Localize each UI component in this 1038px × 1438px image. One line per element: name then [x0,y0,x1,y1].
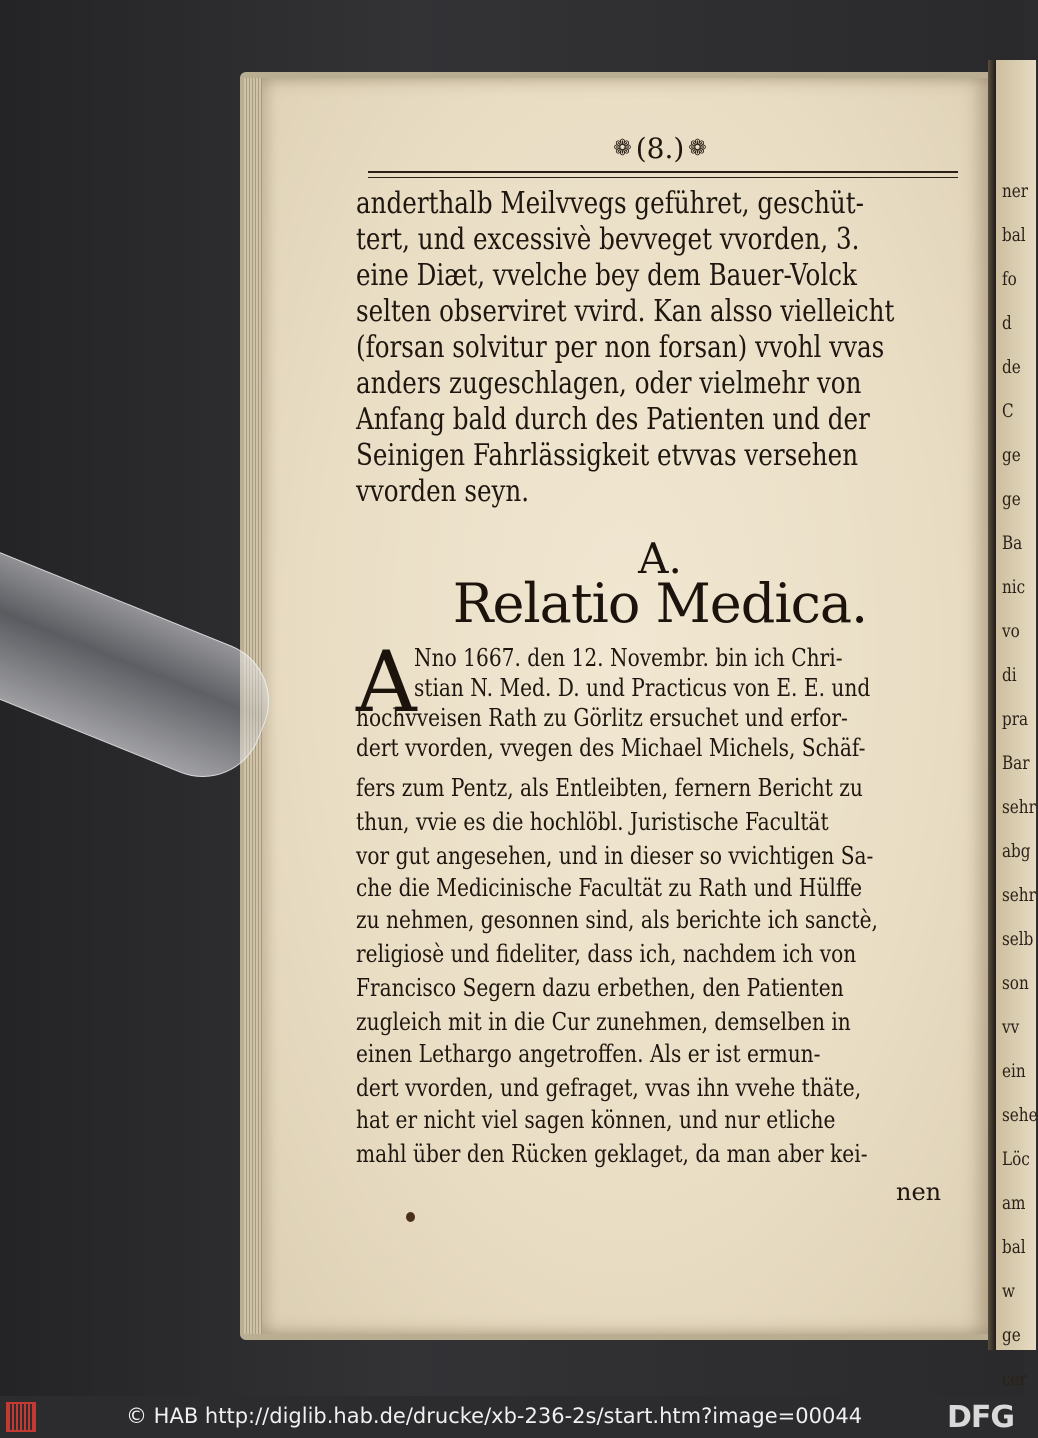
copyright-url-text[interactable]: © HAB http://diglib.hab.de/drucke/xb-236-2s/start.htm?image=00044 [126,1404,863,1428]
next-page-word: am [1002,1192,1026,1214]
next-page-word: son [1002,972,1029,994]
next-page-edge [996,60,1038,1390]
next-page-word: sehr [1002,796,1036,818]
next-page-word: ein [1002,1060,1026,1082]
next-page-word: bal [1002,1236,1026,1258]
book-gutter [988,60,996,1350]
text-line: einen Lethargo angetroffen. Als er ist ermun- [356,1040,821,1068]
text-line: vvorden seyn. [356,474,530,509]
section-letter: A. [638,534,682,583]
text-line: anderthalb Meilvvegs geführet, geschüt- [356,186,864,221]
next-page-word: vv [1002,1016,1020,1038]
next-page-word: w [1002,1280,1016,1302]
next-page-word: di [1002,664,1017,686]
barcode-icon[interactable] [6,1402,36,1432]
text-line: tert, und excessivè bevveget vvorden, 3. [356,222,860,257]
next-page-word: bal [1002,224,1026,246]
next-page-word: Ba [1002,532,1023,554]
next-page-word: ge [1002,1324,1021,1346]
text-line: fers zum Pentz, als Entleibten, fernern Bericht zu [356,774,863,802]
text-line: eine Diæt, vvelche bey dem Bauer-Volck [356,258,857,293]
next-page-word: de [1002,356,1021,378]
drop-cap: A [356,633,417,731]
next-page-word: fo [1002,268,1017,290]
next-page-word: sehr [1002,884,1036,906]
text-line: religiosè und fideliter, dass ich, nachdem ich von [356,940,857,968]
text-line: selten observiret vvird. Kan alsso vielleicht [356,294,895,329]
text-line: vor gut angesehen, und in dieser so vvichtigen Sa- [356,842,874,870]
next-page-word: Löc [1002,1148,1030,1170]
next-page-word: sehe [1002,1104,1038,1126]
header-rule [368,171,958,178]
section-title: Relatio Medica. [452,572,868,635]
running-header [360,132,960,172]
next-page-word: C [1002,400,1014,422]
next-page-word: cer [1002,1368,1027,1390]
next-page-word: selb [1002,928,1034,950]
text-line: (forsan solvitur per non forsan) vvohl vvas [356,330,885,365]
text-line: hat er nicht viel sagen können, und nur etliche [356,1106,836,1134]
catchword: nen [896,1178,942,1206]
next-page-word: Bar [1002,752,1030,774]
text-line: Anfang bald durch des Patienten und der [356,402,870,437]
text-line: anders zugeschlagen, oder vielmehr von [356,366,862,401]
text-line: zu nehmen, gesonnen sind, als berichte ich sanctè, [356,906,878,934]
next-page-word: nic [1002,576,1026,598]
flower-ornament-icon: ❁ [613,136,632,161]
text-line: dert vvorden, und gefraget, vvas ihn vvehe thäte, [356,1074,862,1102]
next-page-word: ge [1002,444,1021,466]
text-line: thun, vvie es die hochlöbl. Juristische Facultät [356,808,829,836]
next-page-word: ge [1002,488,1021,510]
text-line: dert vvorden, vvegen des Michael Michels, Schäf- [356,734,866,762]
text-line: Nno 1667. den 12. Novembr. bin ich Chri- [414,644,843,672]
next-page-word: vo [1002,620,1020,642]
dfg-logo[interactable]: DFG [946,1400,1014,1435]
next-page-word: d [1002,312,1012,334]
footer-bar [0,1396,1024,1438]
next-page-word: pra [1002,708,1029,730]
ink-spot [406,1212,415,1222]
flower-ornament-icon: ❁ [688,136,707,161]
text-line: stian N. Med. D. und Practicus von E. E. und [414,674,871,702]
next-page-word: ner [1002,180,1029,202]
text-line: che die Medicinische Facultät zu Rath und Hülffe [356,874,863,902]
text-line: zugleich mit in die Cur zunehmen, demselben in [356,1008,851,1036]
text-line: Francisco Segern dazu erbethen, den Patienten [356,974,844,1002]
text-line: hochvveisen Rath zu Görlitz ersuchet und erfor- [356,704,848,732]
text-line: Seinigen Fahrlässigkeit etvvas versehen [356,438,859,473]
page-number: (8.) [635,132,685,165]
next-page-word: abg [1002,840,1031,862]
text-line: mahl über den Rücken geklaget, da man aber kei- [356,1140,868,1168]
